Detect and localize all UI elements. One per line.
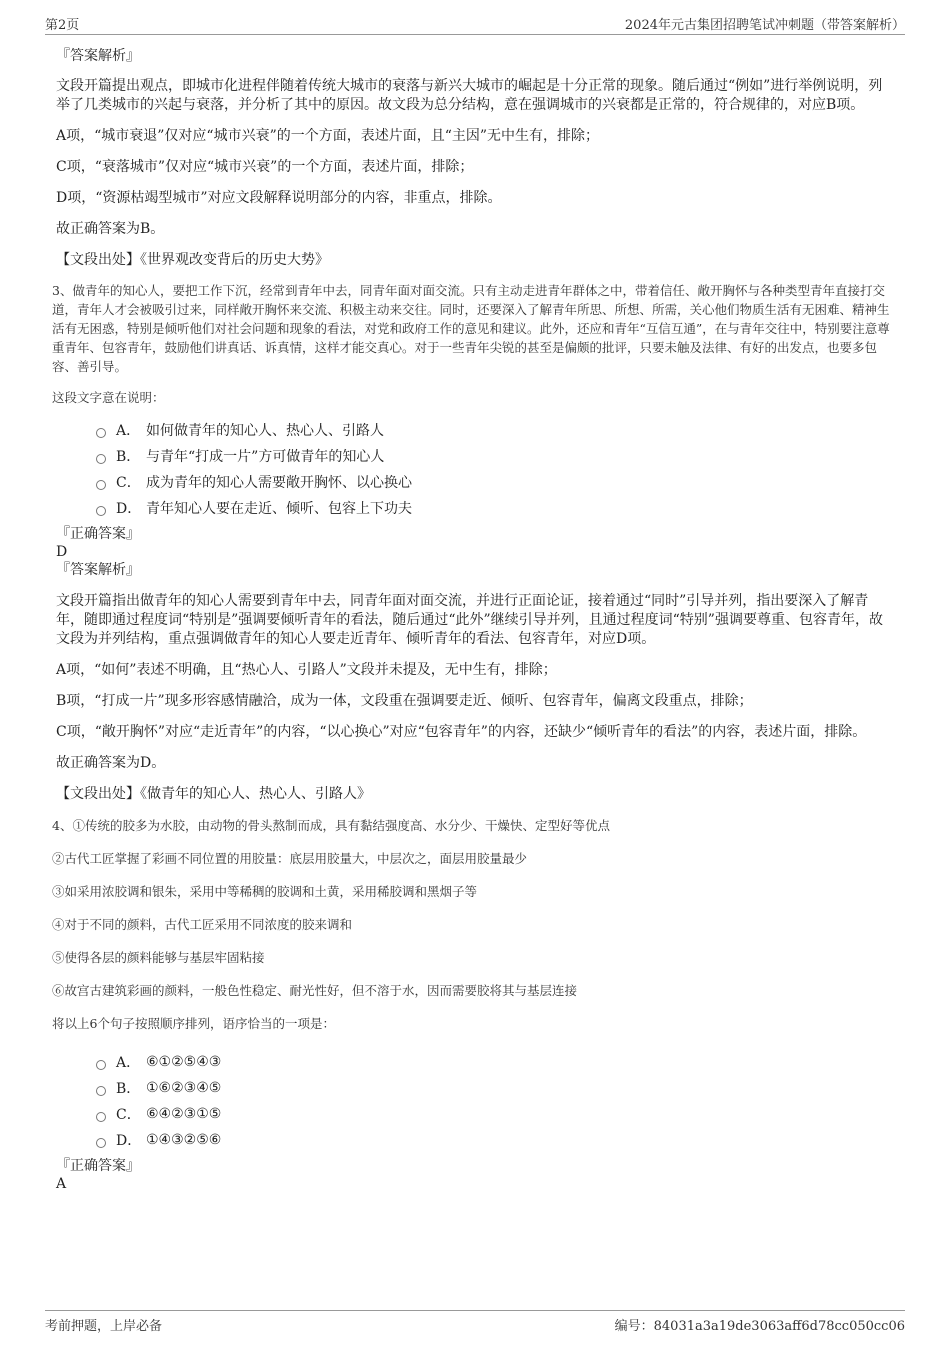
q3-option-a-analysis: A项，“如何”表述不明确，且“热心人、引路人”文段并未提及，无中生有，排除； bbox=[56, 662, 557, 678]
radio-icon[interactable] bbox=[96, 1112, 106, 1122]
page-number: 第2页 bbox=[45, 18, 80, 33]
option-text: ①⑥②③④⑤ bbox=[146, 1080, 222, 1096]
q3-prompt: 这段文字意在说明： bbox=[52, 390, 165, 405]
option-text: 青年知心人要在走近、倾听、包容上下功夫 bbox=[146, 501, 412, 517]
q2-option-d-analysis: D项，“资源枯竭型城市”对应文段解释说明部分的内容，非重点，排除。 bbox=[56, 190, 502, 206]
q4-sentence-2: ②古代工匠掌握了彩画不同位置的用胶量：底层用胶量大，中层次之，面层用胶量最少 bbox=[52, 851, 528, 866]
q3-option-d[interactable]: D． 青年知心人要在走近、倾听、包容上下功夫 bbox=[56, 495, 896, 521]
q3-source: 【文段出处】《做青年的知心人、热心人、引路人》 bbox=[56, 786, 371, 802]
option-text: ①④③②⑤⑥ bbox=[146, 1132, 222, 1148]
q4-sentence-6: ⑥故宫古建筑彩画的颜料，一般色性稳定、耐光性好，但不溶于水，因而需要胶将其与基层连接 bbox=[52, 983, 578, 998]
q4-sentence-1: 4、①传统的胶多为水胶，由动物的骨头熬制而成，具有黏结强度高、水分少、干燥快、定型好等优点 bbox=[52, 818, 610, 833]
option-text: 与青年“打成一片”方可做青年的知心人 bbox=[146, 449, 385, 465]
q3-option-a[interactable]: A． 如何做青年的知心人、热心人、引路人 bbox=[56, 417, 896, 443]
q3-options bbox=[56, 417, 896, 521]
footer-slogan: 考前押题，上岸必备 bbox=[45, 1319, 163, 1334]
q2-analysis-label: 『答案解析』 bbox=[56, 48, 140, 64]
q4-option-d[interactable]: D． ①④③②⑤⑥ bbox=[56, 1127, 896, 1153]
q4-answer-label: 『正确答案』 bbox=[56, 1158, 140, 1174]
page-header bbox=[45, 12, 905, 35]
radio-icon[interactable] bbox=[96, 1060, 106, 1070]
q4-options bbox=[56, 1049, 896, 1153]
q3-text: 3、做青年的知心人，要把工作下沉，经常到青年中去，同青年面对面交流。只有主动走进青年群体之中，带着信任、敞开胸怀与各种类型青年直接打交道，青年人才会被吸引过来，同样敞开胸怀来交流、积极主动来交往。同时，还要深入了解青年所思、所想、所需，关心他们物质生活有无困难、精神生活有无困惑，特别是倾听他们对社会问题和现象的看法，对党和政府工作的意见和建议。此外，还应和青年“互信互通”，在与青年交往中，特别要注意尊重青年、包容青年，鼓励他们讲真话、诉真情，这样才能交真心。对于一些青年尖锐的甚至是偏颇的批评，只要未触及法律、有好的出发点，也要多包容、善引导。 bbox=[52, 283, 890, 374]
radio-icon[interactable] bbox=[96, 454, 106, 464]
q4-sentence-4: ④对于不同的颜料，古代工匠采用不同浓度的胶来调和 bbox=[52, 917, 353, 932]
q4-option-c[interactable]: C． ⑥④②③①⑤ bbox=[56, 1101, 896, 1127]
q4-sentence-3: ③如采用浓胶调和银朱，采用中等稀稠的胶调和土黄，采用稀胶调和黑烟子等 bbox=[52, 884, 478, 899]
option-text: ⑥①②⑤④③ bbox=[146, 1054, 222, 1070]
q3-answer: D bbox=[56, 544, 68, 560]
option-text: ⑥④②③①⑤ bbox=[146, 1106, 222, 1122]
radio-icon[interactable] bbox=[96, 1086, 106, 1096]
q3-conclusion: 故正确答案为D。 bbox=[56, 755, 166, 771]
document-title: 2024年元古集团招聘笔试冲刺题（带答案解析） bbox=[624, 18, 905, 33]
q3-answer-label: 『正确答案』 bbox=[56, 526, 140, 542]
q2-option-c-analysis: C项，“衰落城市”仅对应“城市兴衰”的一个方面，表述片面，排除； bbox=[56, 159, 474, 175]
page-content bbox=[52, 44, 896, 1193]
q3-option-c-analysis: C项，“敞开胸怀”对应“走近青年”的内容，“以心换心”对应“包容青年”的内容，还缺少“倾听青年的看法”的内容，表述片面，排除。 bbox=[56, 724, 867, 740]
q4-option-a[interactable]: A． ⑥①②⑤④③ bbox=[56, 1049, 896, 1075]
q4-sentence-5: ⑤使得各层的颜料能够与基层牢固粘接 bbox=[52, 950, 265, 965]
q3-option-c[interactable]: C． 成为青年的知心人需要敞开胸怀、以心换心 bbox=[56, 469, 896, 495]
option-text: 成为青年的知心人需要敞开胸怀、以心换心 bbox=[146, 475, 412, 491]
radio-icon[interactable] bbox=[96, 480, 106, 490]
q4-option-b[interactable]: B． ①⑥②③④⑤ bbox=[56, 1075, 896, 1101]
q3-option-b-analysis: B项，“打成一片”现多形容感情融洽，成为一体，文段重在强调要走近、倾听、包容青年，偏离文段重点，排除； bbox=[56, 693, 753, 709]
q2-conclusion: 故正确答案为B。 bbox=[56, 221, 165, 237]
radio-icon[interactable] bbox=[96, 1138, 106, 1148]
q2-source: 【文段出处】《世界观改变背后的历史大势》 bbox=[56, 252, 329, 268]
radio-icon[interactable] bbox=[96, 428, 106, 438]
q2-option-a-analysis: A项，“城市衰退”仅对应“城市兴衰”的一个方面，表述片面，且“主因”无中生有，排除； bbox=[56, 128, 600, 144]
footer-code: 编号：84031a3a19de3063aff6d78cc050cc06 bbox=[614, 1319, 905, 1334]
q4-answer: A bbox=[56, 1176, 67, 1192]
q4-prompt: 将以上6个句子按照顺序排列，语序恰当的一项是： bbox=[52, 1016, 335, 1031]
q2-analysis: 文段开篇提出观点，即城市化进程伴随着传统大城市的衰落与新兴大城市的崛起是十分正常的现象。随后通过“例如”进行举例说明，列举了几类城市的兴起与衰落，并分析了其中的原因。故文段为总分结构，意在强调城市的兴衰都是正常的，符合规律的，对应B项。 bbox=[56, 78, 883, 113]
page-footer bbox=[45, 1310, 905, 1334]
q3-analysis-label: 『答案解析』 bbox=[56, 562, 140, 578]
option-text: 如何做青年的知心人、热心人、引路人 bbox=[146, 423, 384, 439]
q3-option-b[interactable]: B． 与青年“打成一片”方可做青年的知心人 bbox=[56, 443, 896, 469]
q3-analysis: 文段开篇指出做青年的知心人需要到青年中去，同青年面对面交流，并进行正面论证，接着通过“同时”引导并列，指出要深入了解青年，随即通过程度词“特别是”强调要倾听青年的看法，随后通过“此外”继续引导并列，且通过程度词“特别”强调要尊重、包容青年，故文段为并列结构，重点强调做青年的知心人要走近青年、倾听青年的看法、包容青年，对应D项。 bbox=[56, 593, 883, 647]
radio-icon[interactable] bbox=[96, 506, 106, 516]
